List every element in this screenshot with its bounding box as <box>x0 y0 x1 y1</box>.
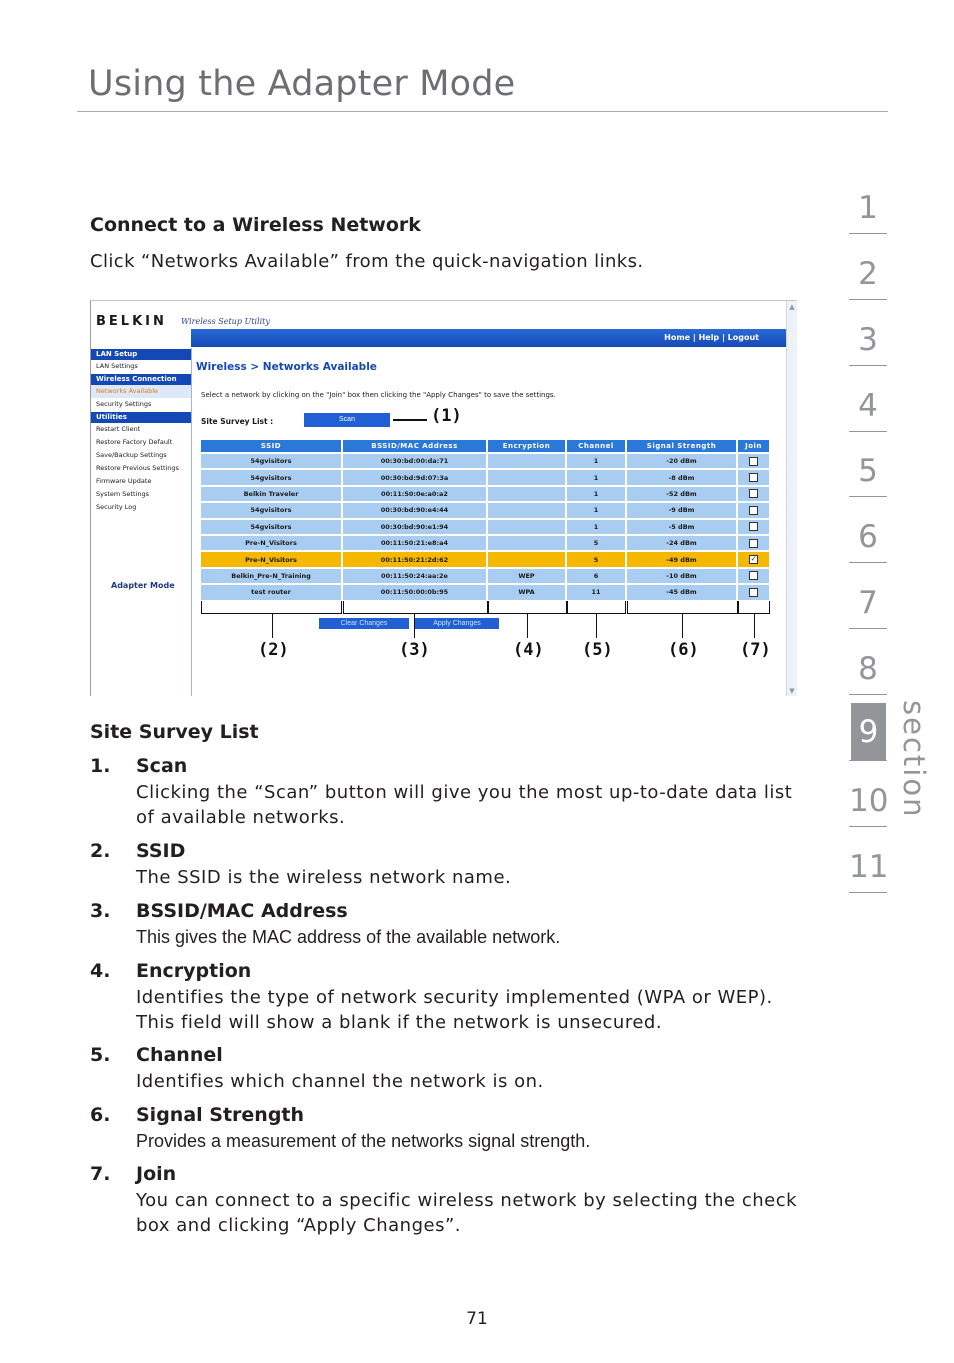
callout-6: (6) <box>668 640 699 660</box>
section-nav-item-8[interactable]: 8 <box>858 651 878 687</box>
cell-bssid: 00:11:50:00:0b:95 <box>342 584 487 599</box>
bracket-join <box>738 601 770 614</box>
sidebar-item[interactable]: Firmware Update <box>96 477 152 485</box>
cell-enc: WPA <box>487 584 566 599</box>
section-nav-item-6[interactable]: 6 <box>858 519 878 555</box>
item-number: 5. <box>90 1044 111 1066</box>
column-header-ssid: SSID <box>201 440 342 453</box>
section-nav-divider <box>849 299 887 300</box>
cell-enc <box>487 502 566 518</box>
setup-utility-screenshot <box>90 300 797 696</box>
item-description: Provides a measurement of the networks signal strength. <box>136 1131 591 1151</box>
callout-4: (4) <box>513 640 544 660</box>
cell-bssid: 00:11:50:21:2d:62 <box>342 551 487 567</box>
callout-line-1 <box>393 419 427 421</box>
cell-join <box>737 584 770 599</box>
cell-join <box>737 568 770 584</box>
breadcrumb: Wireless > Networks Available <box>196 361 377 373</box>
title-rule <box>77 111 888 112</box>
item-title: BSSID/MAC Address <box>136 900 348 922</box>
section-nav-item-3[interactable]: 3 <box>858 322 878 358</box>
section-nav-item-7[interactable]: 7 <box>858 585 878 621</box>
cell-bssid: 00:30:bd:90:e4:44 <box>342 502 487 518</box>
column-header-join: Join <box>737 440 770 453</box>
cell-ssid: test router <box>201 584 342 599</box>
join-checkbox[interactable] <box>749 571 758 580</box>
site-survey-label: Site Survey List : <box>201 417 274 426</box>
cell-ssid: 54gvisitors <box>201 469 342 485</box>
cell-bssid: 00:11:50:0e:a0:a2 <box>342 486 487 502</box>
item-number: 3. <box>90 900 111 922</box>
sidebar-item[interactable]: Restore Previous Settings <box>96 464 179 472</box>
item-number: 4. <box>90 960 111 982</box>
callout-line-4 <box>527 614 528 638</box>
clear-changes-button[interactable]: Clear Changes <box>319 618 409 629</box>
cell-ch: 1 <box>566 519 626 535</box>
table-header-row <box>201 440 770 453</box>
section-nav-divider <box>849 431 887 432</box>
cell-enc <box>487 453 566 469</box>
callout-line-6 <box>682 614 683 638</box>
cell-ch: 1 <box>566 453 626 469</box>
logo-subtitle: Wireless Setup Utility <box>181 317 270 326</box>
join-checkbox[interactable] <box>749 588 758 597</box>
table-row <box>201 535 770 551</box>
sidebar-item: LAN Setup <box>91 349 191 360</box>
item-description: Identifies the type of network security implemented (WPA or WEP). This field will show a blank if the network is unsecured. <box>136 987 773 1033</box>
section-nav-divider <box>849 628 887 629</box>
item-number: 7. <box>90 1163 111 1185</box>
section-nav-item-4[interactable]: 4 <box>858 388 878 424</box>
item-description: You can connect to a specific wireless network by selecting the check box and clicking “Apply Changes”. <box>136 1190 798 1236</box>
cell-ch: 5 <box>566 535 626 551</box>
table-row <box>201 453 770 469</box>
table-row <box>201 519 770 535</box>
column-header-encryption: Encryption <box>487 440 566 453</box>
cell-ch: 5 <box>566 551 626 567</box>
callout-3: (3) <box>399 640 430 660</box>
cell-enc <box>487 469 566 485</box>
join-checkbox[interactable] <box>749 506 758 515</box>
callout-7: (7) <box>740 640 771 660</box>
cell-bssid: 00:11:50:24:aa:2e <box>342 568 487 584</box>
table-row <box>201 568 770 584</box>
join-checkbox[interactable] <box>749 473 758 482</box>
cell-join <box>737 453 770 469</box>
section-nav-divider <box>849 233 887 234</box>
bracket-encryption <box>488 601 567 614</box>
apply-changes-button[interactable]: Apply Changes <box>415 618 499 629</box>
callout-5: (5) <box>582 640 613 660</box>
scroll-up-icon[interactable]: ▲ <box>789 303 795 311</box>
sidebar-item[interactable]: Networks Available <box>91 385 191 398</box>
join-checkbox[interactable] <box>749 522 758 531</box>
item-number: 6. <box>90 1104 111 1126</box>
cell-sig: -52 dBm <box>626 486 737 502</box>
cell-enc <box>487 519 566 535</box>
table-row <box>201 584 770 599</box>
column-header-channel: Channel <box>566 440 626 453</box>
cell-ssid: Belkin_Pre-N_Training <box>201 568 342 584</box>
cell-sig: -5 dBm <box>626 519 737 535</box>
sidebar <box>91 348 192 696</box>
item-title: Channel <box>136 1044 223 1066</box>
cell-join <box>737 502 770 518</box>
cell-ssid: Belkin Traveler <box>201 486 342 502</box>
cell-enc <box>487 551 566 567</box>
section-nav-item-10[interactable]: 10 <box>849 783 889 819</box>
item-number: 1. <box>90 755 111 777</box>
table-row <box>201 469 770 485</box>
item-description: Clicking the “Scan” button will give you the most up-to-date data list of available networks. <box>136 782 793 828</box>
cell-sig: -10 dBm <box>626 568 737 584</box>
instruction-text: Select a network by clicking on the "Join" box then clicking the "Apply Changes" to save the settings. <box>201 391 556 399</box>
sidebar-item[interactable]: Save/Backup Settings <box>96 451 167 459</box>
cell-ssid: Pre-N_Visitors <box>201 535 342 551</box>
item-title: Signal Strength <box>136 1104 305 1126</box>
belkin-logo: BELKIN <box>96 314 167 329</box>
cell-join <box>737 551 770 567</box>
cell-join <box>737 469 770 485</box>
item-description: This gives the MAC address of the available network. <box>136 927 561 947</box>
section-nav-divider <box>849 365 887 366</box>
table-row <box>201 502 770 518</box>
cell-ssid: 54gvisitors <box>201 502 342 518</box>
cell-ssid: 54gvisitors <box>201 519 342 535</box>
cell-sig: -49 dBm <box>626 551 737 567</box>
cell-ch: 6 <box>566 568 626 584</box>
join-checkbox[interactable] <box>749 457 758 466</box>
section-nav-item-1[interactable]: 1 <box>858 190 878 226</box>
bracket-signal <box>627 601 738 614</box>
cell-join <box>737 535 770 551</box>
section-nav-divider <box>849 892 887 893</box>
bracket-bssid <box>343 601 488 614</box>
column-header-signal: Signal Strength <box>626 440 737 453</box>
table-body <box>201 453 770 600</box>
column-header-bssid: BSSID/MAC Address <box>342 440 487 453</box>
section-nav-item-5[interactable]: 5 <box>858 453 878 489</box>
connect-text: Click “Networks Available” from the quick-navigation links. <box>90 251 644 272</box>
table-row <box>201 551 770 567</box>
cell-ch: 11 <box>566 584 626 599</box>
section-nav-divider <box>849 562 887 563</box>
sidebar-item: Utilities <box>91 412 191 423</box>
site-survey-heading: Site Survey List <box>90 721 259 743</box>
callout-line-5 <box>596 614 597 638</box>
sidebar-item[interactable]: Security Log <box>96 503 137 511</box>
cell-enc <box>487 486 566 502</box>
connect-heading: Connect to a Wireless Network <box>90 214 421 236</box>
callout-1: (1) <box>431 406 462 426</box>
sidebar-item[interactable]: Restore Factory Default <box>96 438 173 446</box>
section-nav-divider <box>849 694 887 695</box>
page-title: Using the Adapter Mode <box>88 64 516 104</box>
cell-bssid: 00:30:bd:00:da:71 <box>342 453 487 469</box>
section-nav-item-2[interactable]: 2 <box>858 256 878 292</box>
callout-line-2 <box>272 614 273 638</box>
cell-bssid: 00:11:50:21:e8:a4 <box>342 535 487 551</box>
callout-2: (2) <box>258 640 289 660</box>
cell-ssid: 54gvisitors <box>201 453 342 469</box>
scan-button[interactable]: Scan <box>304 413 390 427</box>
top-bar <box>191 329 787 347</box>
bracket-channel <box>567 601 626 614</box>
cell-enc <box>487 535 566 551</box>
item-number: 2. <box>90 840 111 862</box>
cell-ch: 1 <box>566 486 626 502</box>
cell-ch: 1 <box>566 502 626 518</box>
callout-line-7 <box>754 614 755 638</box>
cell-join <box>737 486 770 502</box>
section-nav-divider <box>849 496 887 497</box>
item-title: Join <box>136 1163 177 1185</box>
item-description: The SSID is the wireless network name. <box>136 867 512 888</box>
scroll-down-icon[interactable]: ▼ <box>789 687 795 695</box>
section-nav-divider <box>849 826 887 827</box>
cell-join <box>737 519 770 535</box>
bracket-ssid <box>201 601 342 614</box>
sidebar-mode: Adapter Mode <box>111 581 175 590</box>
section-nav-divider <box>849 760 887 761</box>
sidebar-list <box>91 349 191 514</box>
table-row <box>201 486 770 502</box>
cell-sig: -9 dBm <box>626 502 737 518</box>
sidebar-item[interactable]: System Settings <box>96 490 149 498</box>
site-survey-table <box>201 440 771 600</box>
cell-sig: -24 dBm <box>626 535 737 551</box>
scrollbar[interactable] <box>786 301 797 696</box>
section-label: section <box>897 700 931 819</box>
cell-bssid: 00:30:bd:90:e1:94 <box>342 519 487 535</box>
item-title: Encryption <box>136 960 252 982</box>
cell-enc: WEP <box>487 568 566 584</box>
section-nav-item-11[interactable]: 11 <box>849 849 889 885</box>
sidebar-item[interactable]: LAN Settings <box>96 362 138 370</box>
sidebar-item: Wireless Connection <box>91 374 191 385</box>
sidebar-item[interactable]: Restart Client <box>96 425 141 433</box>
cell-ssid: Pre-N_Visitors <box>201 551 342 567</box>
cell-sig: -20 dBm <box>626 453 737 469</box>
join-checkbox[interactable] <box>749 489 758 498</box>
join-checkbox-checked[interactable]: ✓ <box>750 555 757 564</box>
sidebar-item[interactable]: Security Settings <box>96 400 152 408</box>
top-links[interactable]: Home | Help | Logout <box>664 333 759 342</box>
cell-ch: 1 <box>566 469 626 485</box>
item-title: Scan <box>136 755 188 777</box>
item-title: SSID <box>136 840 186 862</box>
item-description: Identifies which channel the network is on. <box>136 1071 544 1092</box>
cell-sig: -45 dBm <box>626 584 737 599</box>
cell-sig: -8 dBm <box>626 469 737 485</box>
section-nav-item-9[interactable]: 9 <box>851 703 886 761</box>
cell-bssid: 00:30:bd:9d:07:3a <box>342 469 487 485</box>
page-number: 71 <box>466 1309 488 1329</box>
join-checkbox[interactable] <box>749 539 758 548</box>
